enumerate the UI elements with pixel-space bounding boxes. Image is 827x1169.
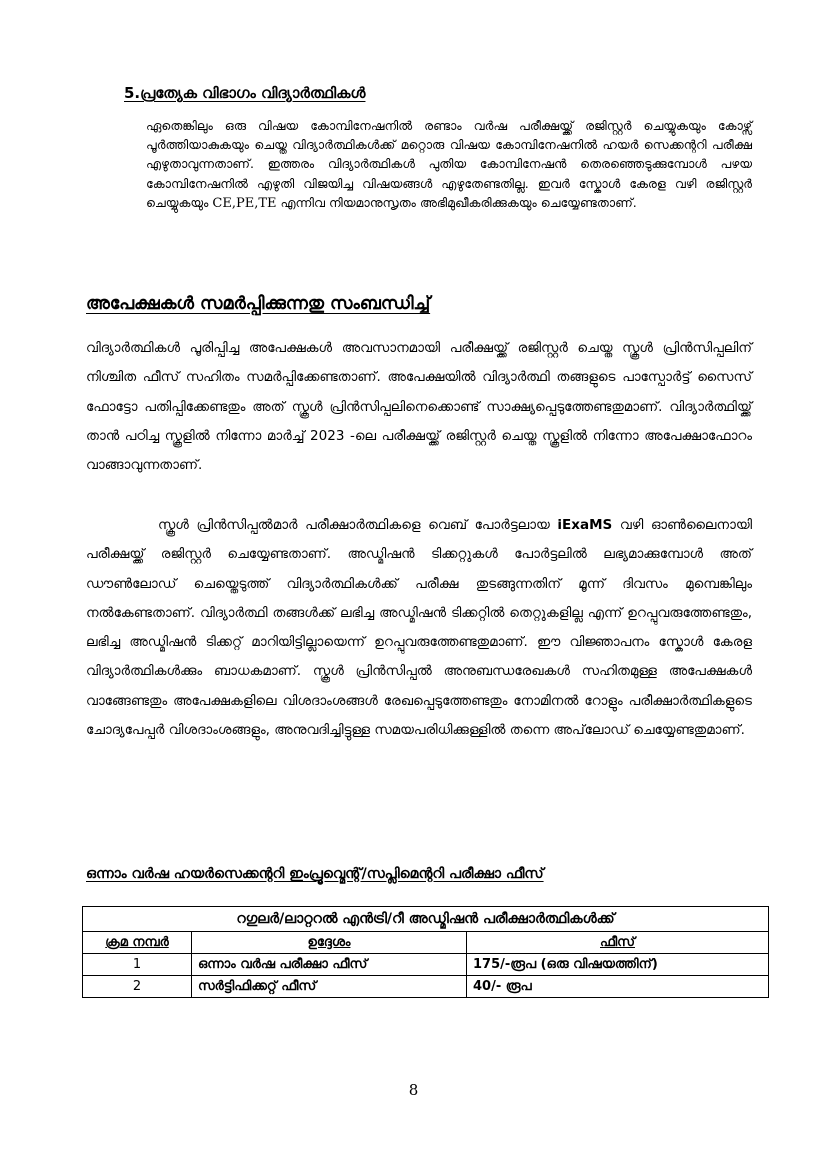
paragraph-2-text: വഴി ഓൺലൈനായി പരീക്ഷയ്ക്ക് രജിസ്റ്റർ ചെയ്യേണ്ടതാണ്. അഡ്മിഷൻ ടിക്കറ്റുകൾ പോർട്ടലിൽ ലഭ്യമാക്കുമ്പോൾ അത് ഡൗൺലോഡ് ചെയ്തെടുത്ത് വിദ്യാർത്ഥികൾക്ക് പരീക്ഷ തുടങ്ങുന്നതിന് മൂന്ന് ദിവസം മുമ്പെങ്കിലും നൽകേണ്ടതാണ്. വിദ്യാർത്ഥി തങ്ങൾക്ക് ലഭിച്ച അഡ്മിഷൻ ടിക്കറ്റിൽ തെറ്റുകളില്ല എന്ന് ഉറപ്പുവരുത്തേണ്ടതും, ലഭിച്ച അഡ്മിഷൻ ടിക്കറ്റ് മാറിയിട്ടില്ലായെന്ന് ഉറപ്പുവരുത്തേണ്ടതുമാണ്. ഈ വിജ്ഞാപനം സ്കോൾ കേരള വിദ്യാർത്ഥികൾക്കും ബാധകമാണ്. സ്കൂൾ പ്രിൻസിപ്പൽ അനുബന്ധരേഖകൾ സഹിതമുള്ള അപേക്ഷകൾ വാങ്ങേണ്ടതും അപേക്ഷകളിലെ വിശദാംശങ്ങൾ രേഖപ്പെടുത്തേണ്ടതും നോമിനൽ റോളും പരീക്ഷാർത്ഥികളുടെ ചോദ്യപേപ്പർ വിശദാംശങ്ങളും, അനുവദിച്ചിട്ടുള്ള സമയപരിധിക്കുള്ളിൽ തന്നെ അപ്‌ലോഡ് ചെയ്യേണ്ടതുമാണ്.	[86, 517, 753, 739]
row-purpose: സർട്ടിഫിക്കറ്റ് ഫീസ്	[192, 976, 467, 998]
section-5-codes: CE,PE,TE	[212, 195, 277, 211]
table-row	[83, 954, 769, 976]
column-header-serial: ക്രമ നമ്പർ	[83, 932, 192, 954]
page-number: 8	[408, 1081, 419, 1099]
submission-heading: അപേക്ഷകൾ സമർപ്പിക്കുന്നതു സംബന്ധിച്ച്	[86, 294, 431, 314]
fee-table-caption-row	[83, 907, 769, 932]
submission-paragraph-2	[86, 511, 752, 745]
row-fee: 40/- രൂപ	[467, 976, 769, 998]
submission-paragraph-1: വിദ്യാർത്ഥികൾ പൂരിപ്പിച്ച അപേക്ഷകൾ അവസാനമായി പരീക്ഷയ്ക്ക് രജിസ്റ്റർ ചെയ്ത സ്കൂൾ പ്രിൻസിപ്പലിന് നിശ്ചിത ഫീസ് സഹിതം സമർപ്പിക്കേണ്ടതാണ്. അപേക്ഷയിൽ വിദ്യാർത്ഥി തങ്ങളുടെ പാസ്പോർട്ട് സൈസ് ഫോട്ടോ പതിപ്പിക്കേണ്ടതും അത് സ്കൂൾ പ്രിൻസിപ്പലിനെക്കൊണ്ട് സാക്ഷ്യപ്പെടുത്തേണ്ടതുമാണ്. വിദ്യാർത്ഥിയ്ക്ക് താൻ പഠിച്ച സ്കൂളിൽ നിന്നോ മാർച്ച് 2023 -ലെ പരീക്ഷയ്ക്ക് രജിസ്റ്റർ ചെയ്ത സ്കൂളിൽ നിന്നോ അപേക്ഷാഫോറം വാങ്ങാവുന്നതാണ്.	[86, 340, 752, 474]
fee-table-caption: റഗുലർ/ലാറ്ററൽ എൻട്രി/റീ അഡ്മിഷൻ പരീക്ഷാർത്ഥികൾക്ക്	[83, 907, 769, 932]
fee-table-header-row	[83, 932, 769, 954]
row-serial: 2	[83, 976, 192, 998]
row-fee: 175/-രൂപ (ഒരു വിഷയത്തിന്)	[467, 954, 769, 976]
table-row	[83, 976, 769, 998]
row-purpose: ഒന്നാം വർഷ പരീക്ഷാ ഫീസ്	[192, 954, 467, 976]
column-header-fee: ഫീസ്	[467, 932, 769, 954]
section-5-body	[146, 116, 752, 213]
fee-heading: ഒന്നാം വർഷ ഹയർസെക്കന്ററി ഇംപ്രൂവ്മെന്റ്/സപ്ലിമെന്ററി പരീക്ഷാ ഫീസ്	[86, 866, 544, 882]
portal-name: iExaMS	[557, 517, 613, 533]
column-header-purpose: ഉദ്ദേശം	[192, 932, 467, 954]
fee-table	[82, 906, 769, 998]
row-serial: 1	[83, 954, 192, 976]
section-5-text: ഏതെങ്കിലും ഒരു വിഷയ കോമ്പിനേഷനിൽ രണ്ടാം വർഷ പരീക്ഷയ്ക്ക് രജിസ്റ്റർ ചെയ്യുകയും കോഴ്സ് പൂർത്തിയാകുകയും ചെയ്ത വിദ്യാർത്ഥികൾക്ക് മറ്റൊരു വിഷയ കോമ്പിനേഷനിൽ ഹയർ സെക്കന്ററി പരീക്ഷ എഴുതാവുന്നതാണ്. ഇത്തരം വിദ്യാർത്ഥികൾ പുതിയ കോമ്പിനേഷൻ തെരഞ്ഞെടുക്കുമ്പോൾ പഴയ കോമ്പിനേഷനിൽ എഴുതി വിജയിച്ച വിഷയങ്ങൾ എഴുതേണ്ടതില്ല. ഇവർ സ്കോൾ കേരള വഴി രജിസ്റ്റർ ചെയ്യുകയും	[146, 118, 752, 210]
section-5-heading: 5.പ്രത്യേക വിഭാഗം വിദ്യാർത്ഥികൾ	[124, 84, 366, 102]
paragraph-2-intro: സ്കൂൾ പ്രിൻസിപ്പൽമാർ പരീക്ഷാർത്ഥികളെ വെബ് പോർട്ടലായ	[158, 517, 550, 533]
section-5-text-end: എന്നിവ നിയമാനുസൃതം അഭിമുഖീകരിക്കുകയും ചെയ്യേണ്ടതാണ്.	[280, 194, 637, 210]
